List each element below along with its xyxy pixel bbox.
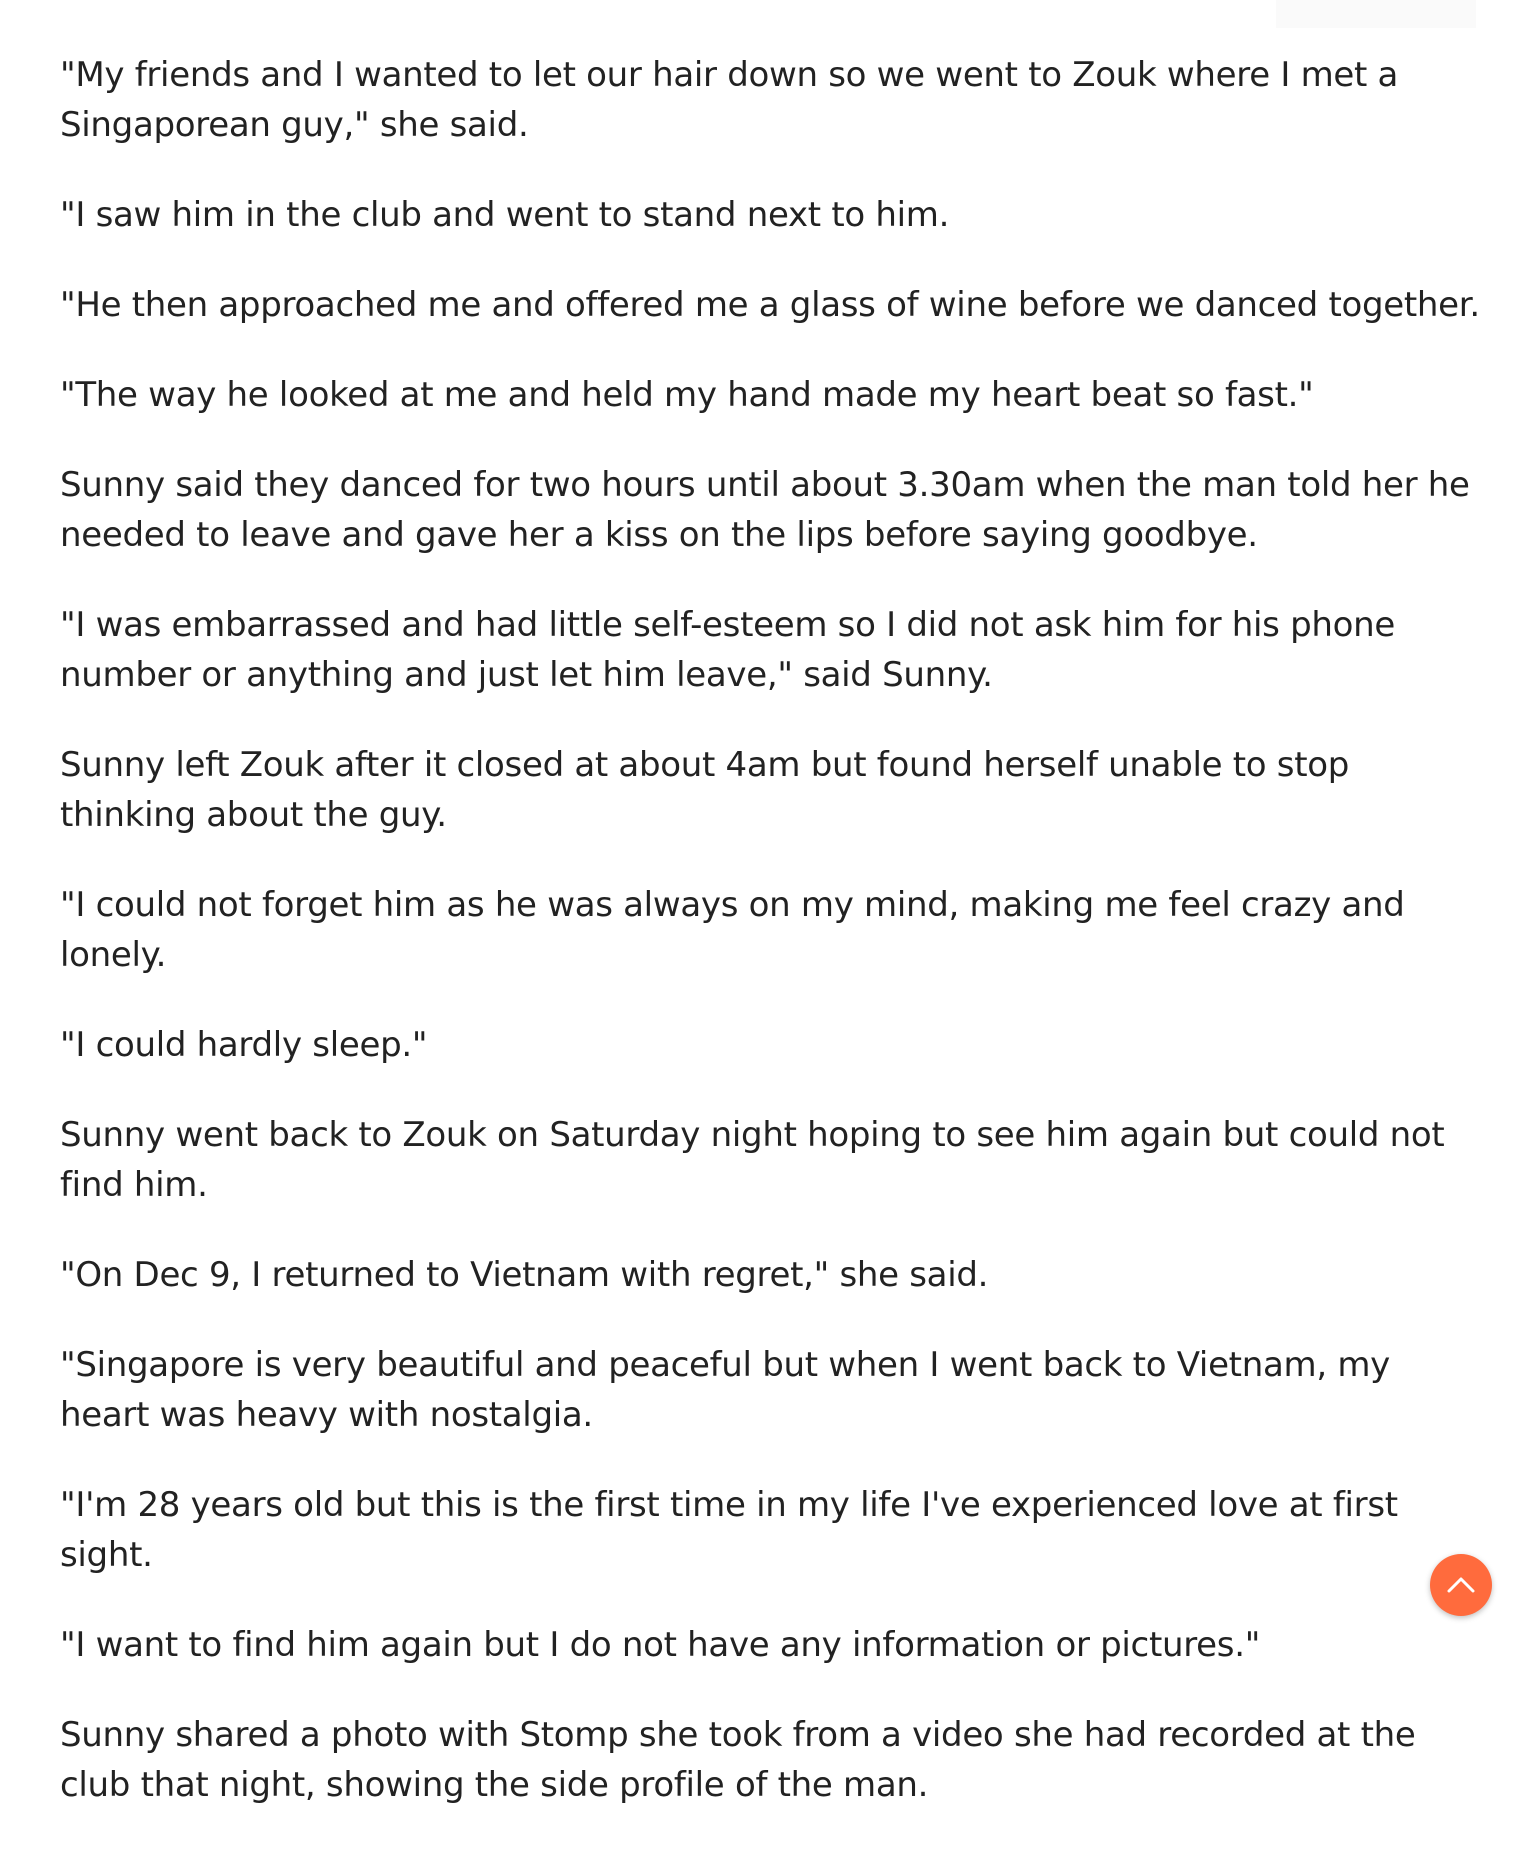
article-paragraph: "I could hardly sleep." bbox=[60, 1025, 428, 1065]
article-paragraph: "I was embarrassed and had little self-esteem so I did not ask him for his phone number or anything and just let him leave," said Sunny. bbox=[60, 605, 1395, 695]
article-paragraph: "I saw him in the club and went to stand next to him. bbox=[60, 195, 950, 235]
article-paragraph: "I could not forget him as he was always on my mind, making me feel crazy and lonely. bbox=[60, 885, 1405, 975]
article-paragraph: "He then approached me and offered me a glass of wine before we danced together. bbox=[60, 285, 1480, 325]
chevron-up-icon bbox=[1442, 1566, 1480, 1604]
article-paragraph: "I'm 28 years old but this is the first time in my life I've experienced love at first sight. bbox=[60, 1485, 1398, 1575]
article-paragraph: Sunny went back to Zouk on Saturday night hoping to see him again but could not find him. bbox=[60, 1115, 1445, 1205]
article-paragraph: "My friends and I wanted to let our hair down so we went to Zouk where I met a Singaporean guy," she said. bbox=[60, 55, 1399, 145]
article-body bbox=[60, 50, 1480, 1850]
article-paragraph: "I want to find him again but I do not have any information or pictures." bbox=[60, 1625, 1261, 1665]
article-paragraph: Sunny left Zouk after it closed at about 4am but found herself unable to stop thinking about the guy. bbox=[60, 745, 1350, 835]
top-strip bbox=[1276, 0, 1476, 28]
scroll-to-top-button[interactable] bbox=[1430, 1554, 1492, 1616]
article-paragraph: "On Dec 9, I returned to Vietnam with regret," she said. bbox=[60, 1255, 989, 1295]
article-paragraph: Sunny shared a photo with Stomp she took from a video she had recorded at the club that night, showing the side profile of the man. bbox=[60, 1715, 1416, 1805]
article-paragraph: Sunny said they danced for two hours until about 3.30am when the man told her he needed to leave and gave her a kiss on the lips before saying goodbye. bbox=[60, 465, 1470, 555]
article-paragraph: "The way he looked at me and held my hand made my heart beat so fast." bbox=[60, 375, 1314, 415]
article-paragraph: "Singapore is very beautiful and peaceful but when I went back to Vietnam, my heart was heavy with nostalgia. bbox=[60, 1345, 1390, 1435]
